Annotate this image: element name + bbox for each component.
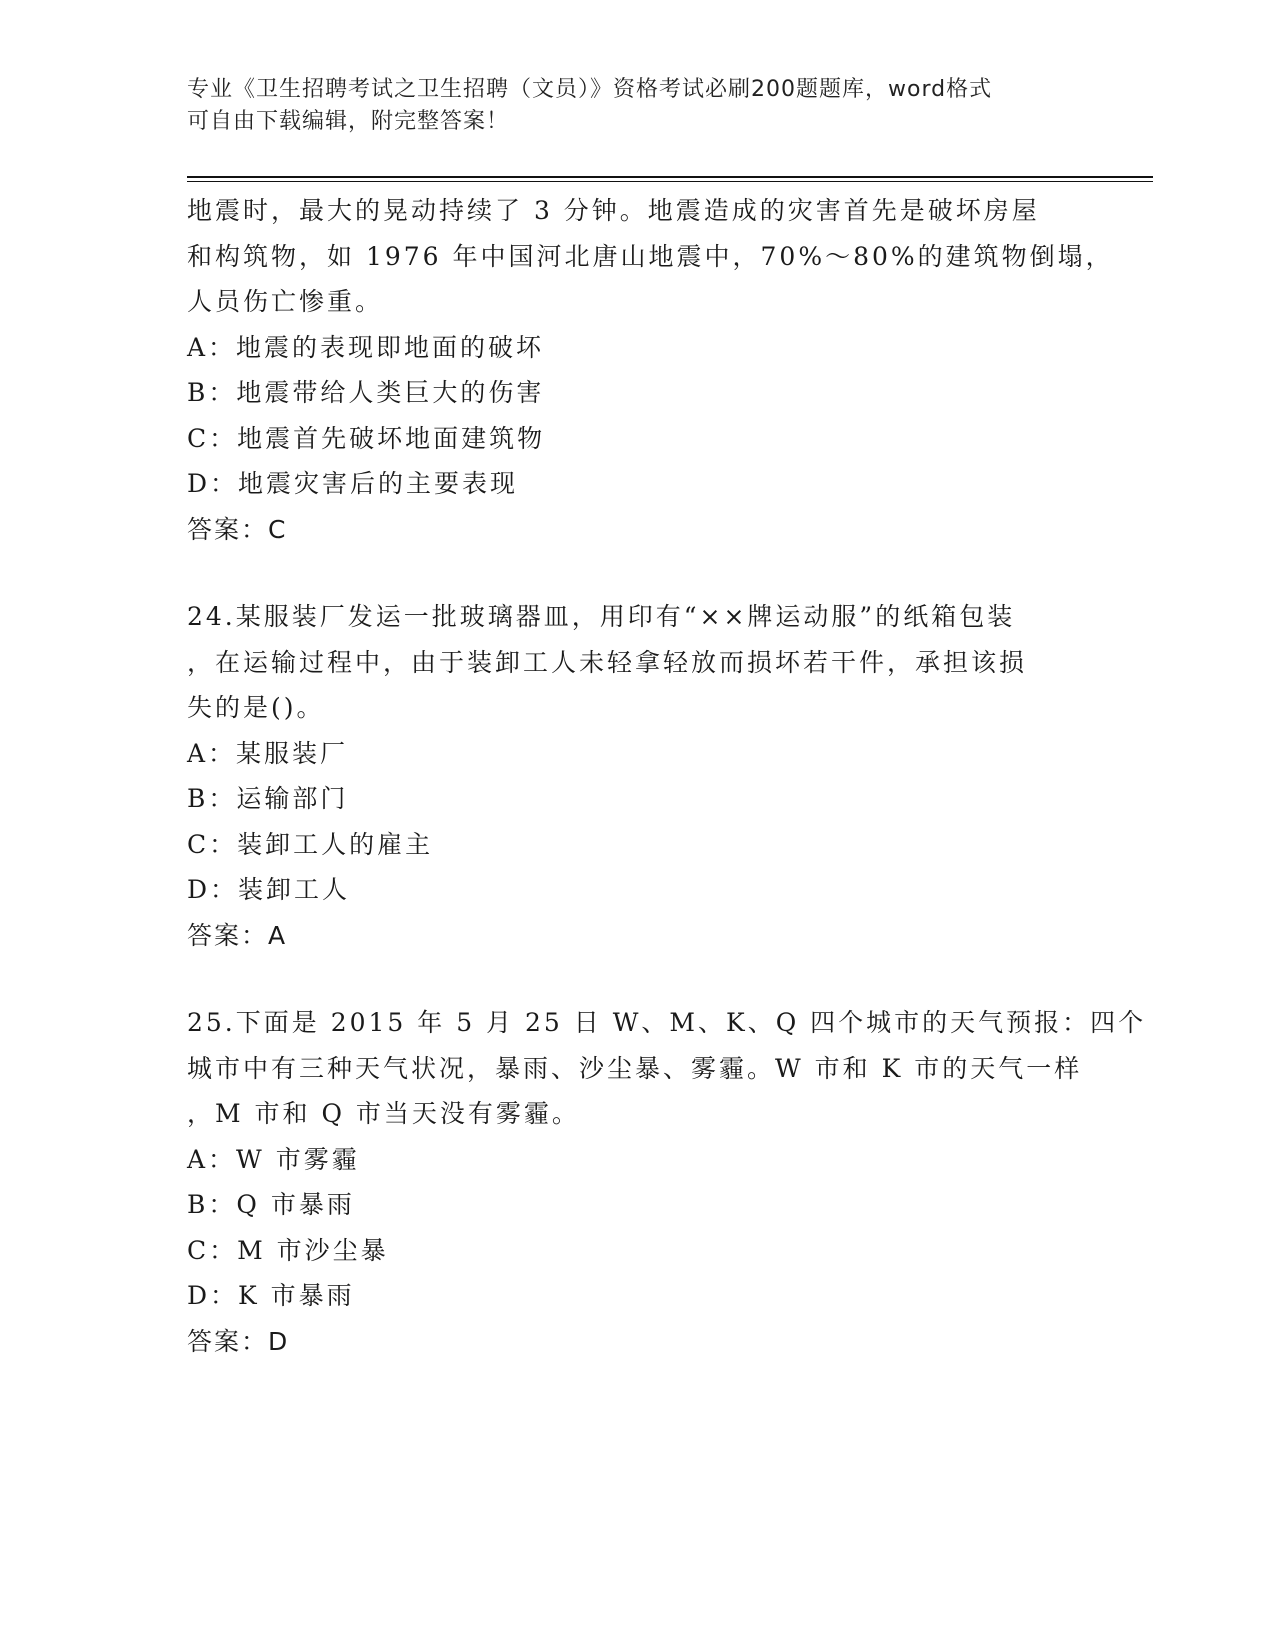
option-d: D：地震灾害后的主要表现 bbox=[187, 469, 519, 498]
question-spacer bbox=[187, 552, 1087, 594]
document-header bbox=[187, 74, 1087, 138]
option-c: C：地震首先破坏地面建筑物 bbox=[187, 423, 546, 453]
question-25 bbox=[187, 1000, 1147, 1364]
header-divider-bottom bbox=[187, 181, 1153, 182]
question-stem-line: 25.下面是 2015 年 5 月 25 日 W、M、K、Q 四个城市的天气预报：四个 bbox=[187, 1008, 1147, 1037]
option-b: B：地震带给人类巨大的伤害 bbox=[187, 378, 545, 407]
option-b: B：Q 市暴雨 bbox=[187, 1190, 355, 1219]
question-stem-line: 和构筑物，如 1976 年中国河北唐山地震中，70%～80%的建筑物倒塌， bbox=[187, 241, 1114, 271]
question-stem-line: ，M 市和 Q 市当天没有雾霾。 bbox=[187, 1099, 580, 1128]
option-a: A：某服装厂 bbox=[187, 738, 349, 768]
header-title-line-1: 专业《卫生招聘考试之卫生招聘（文员）》资格考试必刷200题题库，word格式 bbox=[187, 77, 993, 102]
header-divider-top bbox=[187, 176, 1153, 178]
option-c: C：M 市沙尘暴 bbox=[187, 1235, 389, 1265]
question-stem-line: ，在运输过程中，由于装卸工人未轻拿轻放而损坏若干件，承担该损 bbox=[187, 647, 1028, 677]
question-stem-line: 人员伤亡惨重。 bbox=[187, 287, 384, 316]
answer-line: 答案：D bbox=[187, 1326, 290, 1356]
answer-line: 答案：C bbox=[187, 514, 288, 544]
option-a: A：W 市雾霾 bbox=[187, 1144, 360, 1174]
question-24 bbox=[187, 594, 1087, 958]
option-d: D：装卸工人 bbox=[187, 875, 351, 904]
option-a: A：地震的表现即地面的破坏 bbox=[187, 332, 545, 362]
question-stem-line: 失的是()。 bbox=[187, 693, 325, 722]
answer-line: 答案：A bbox=[187, 920, 288, 950]
header-title-line-2: 可自由下载编辑，附完整答案！ bbox=[187, 109, 510, 134]
option-b: B：运输部门 bbox=[187, 784, 349, 813]
question-spacer bbox=[187, 958, 1087, 1000]
question-23 bbox=[187, 188, 1114, 552]
document-body bbox=[187, 188, 1147, 1364]
question-stem-line: 24.某服装厂发运一批玻璃器皿，用印有“××牌运动服”的纸箱包装 bbox=[187, 602, 1016, 631]
question-stem-line: 地震时，最大的晃动持续了 3 分钟。地震造成的灾害首先是破坏房屋 bbox=[187, 196, 1040, 225]
option-d: D：K 市暴雨 bbox=[187, 1281, 355, 1310]
option-c: C：装卸工人的雇主 bbox=[187, 829, 434, 859]
question-stem-line: 城市中有三种天气状况，暴雨、沙尘暴、雾霾。W 市和 K 市的天气一样 bbox=[187, 1053, 1083, 1083]
